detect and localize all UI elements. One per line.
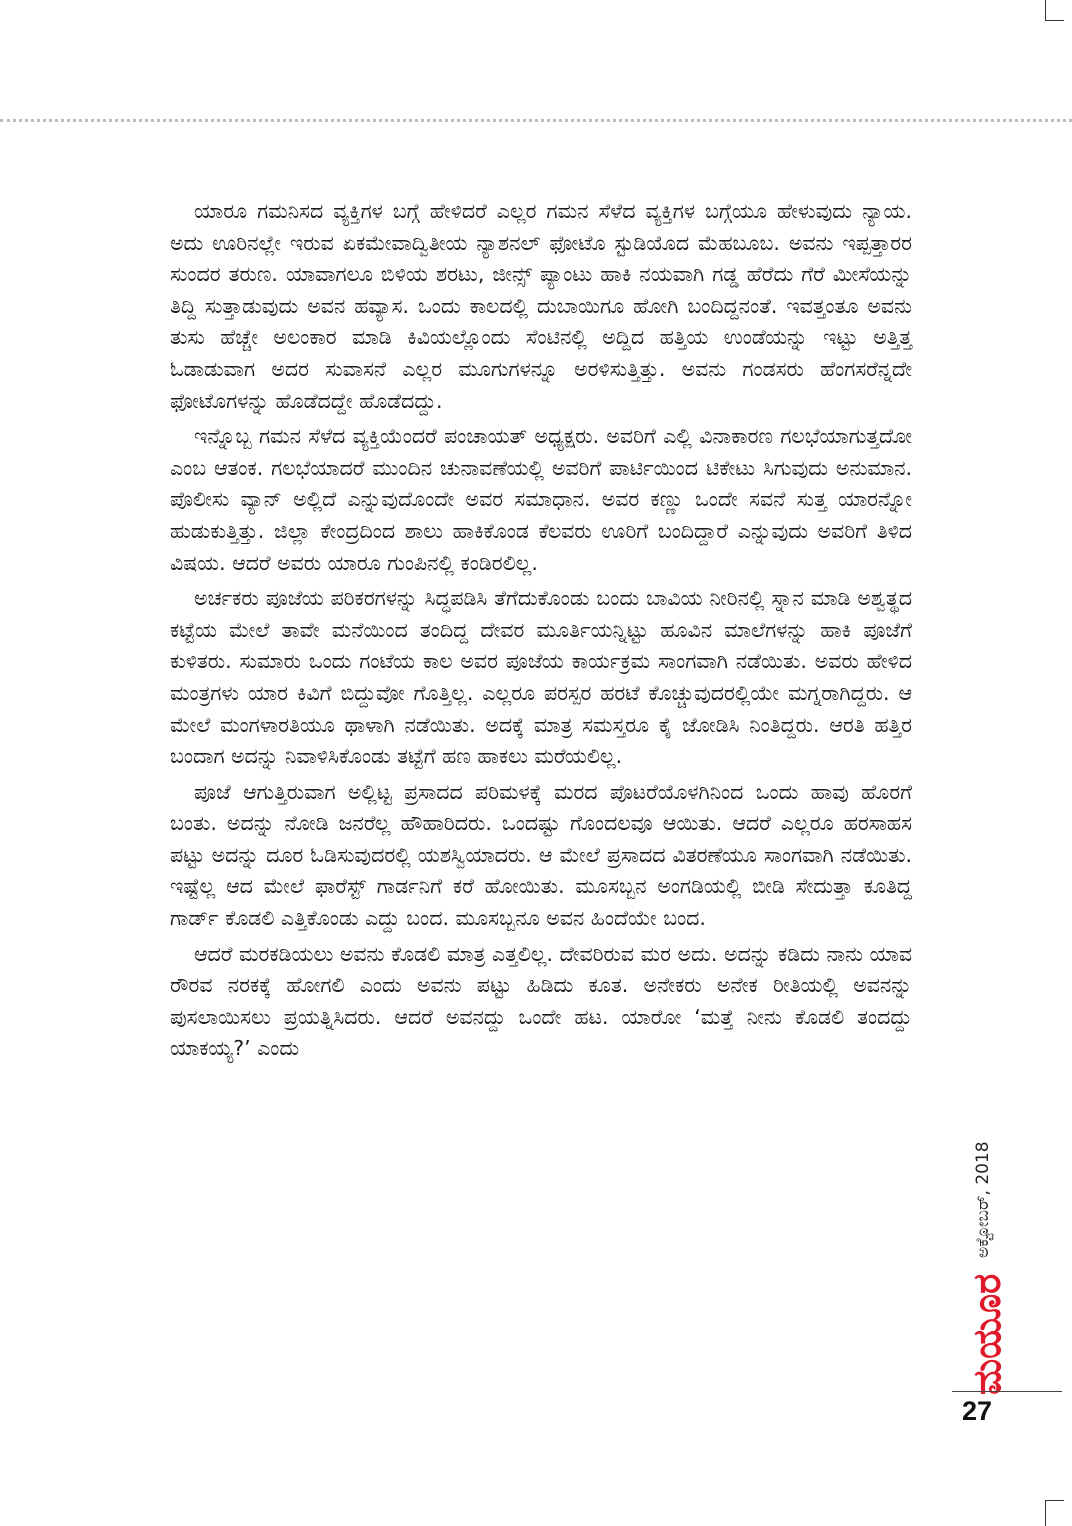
magazine-name-logo: ಮಯೂರ (965, 1273, 1009, 1395)
article-paragraph-5: ಆದರೆ ಮರಕಡಿಯಲು ಅವನು ಕೊಡಲಿ ಮಾತ್ರ ಎತ್ತಲಿಲ್ಲ. ದೇವರಿರುವ ಮರ ಅದು. ಅದನ್ನು ಕಡಿದು ನಾನು ಯಾವ ರೌರವ ನರಕಕ್ಕೆ ಹೋಗಲಿ ಎಂದು ಅವನು ಪಟ್ಟು ಹಿಡಿದು ಕೂತ. ಅನೇಕರು ಅನೇಕ ರೀತಿಯಲ್ಲಿ ಅವನನ್ನು ಪುಸಲಾಯಿಸಲು ಪ್ರಯತ್ನಿಸಿದರು. ಆದರೆ ಅವನದ್ದು ಒಂದೇ ಹಟ. ಯಾರೋ ‘ಮತ್ತೆ ನೀನು ಕೊಡಲಿ ತಂದದ್ದು ಯಾಕಯ್ಯ?’ ಎಂದು (170, 941, 912, 1061)
article-paragraph-1: ಯಾರೂ ಗಮನಿಸದ ವ್ಯಕ್ತಿಗಳ ಬಗ್ಗೆ ಹೇಳಿದರೆ ಎಲ್ಲರ ಗಮನ ಸೆಳೆದ ವ್ಯಕ್ತಿಗಳ ಬಗ್ಗೆಯೂ ಹೇಳುವುದು ನ್ಯಾಯ. ಅದು ಊರಿನಲ್ಲೇ ಇರುವ ಏಕಮೇವಾದ್ವಿತೀಯ ನ್ಯಾಶನಲ್ ಫೋಟೊ ಸ್ಟುಡಿಯೊದ ಮೆಹಬೂಬ. ಅವನು ಇಪ್ಪತ್ತಾರರ ಸುಂದರ ತರುಣ. ಯಾವಾಗಲೂ ಬಿಳಿಯ ಶರಟು, ಜೀನ್ಸ್ ಪ್ಯಾಂಟು ಹಾಕಿ ನಯವಾಗಿ ಗಡ್ಡ ಹೆರೆದು ಗೆರೆ ಮೀಸೆಯನ್ನು ತಿದ್ದಿ ಸುತ್ತಾಡುವುದು ಅವನ ಹವ್ಯಾಸ. ಒಂದು ಕಾಲದಲ್ಲಿ ದುಬಾಯಿಗೂ ಹೋಗಿ ಬಂದಿದ್ದನಂತೆ. ಇವತ್ತಂತೂ ಅವನು ತುಸು ಹೆಚ್ಚೇ ಅಲಂಕಾರ ಮಾಡಿ ಕಿವಿಯಲ್ಲೊಂದು ಸೆಂಟಿನಲ್ಲಿ ಅದ್ದಿದ ಹತ್ತಿಯ ಉಂಡೆಯನ್ನು ಇಟ್ಟು ಅತ್ತಿತ್ತ ಓಡಾಡುವಾಗ ಅದರ ಸುವಾಸನೆ ಎಲ್ಲರ ಮೂಗುಗಳನ್ನೂ ಅರಳಿಸುತ್ತಿತ್ತು. ಅವನು ಗಂಡಸರು ಹೆಂಗಸರೆನ್ನದೇ ಫೋಟೊಗಳನ್ನು ಹೊಡೆದದ್ದೇ ಹೊಡೆದದ್ದು. (170, 199, 912, 413)
page-number: 27 (962, 1396, 993, 1426)
crop-mark-top (1045, 0, 1064, 21)
article-paragraph-4: ಪೂಜೆ ಆಗುತ್ತಿರುವಾಗ ಅಲ್ಲಿಟ್ಟ ಪ್ರಸಾದದ ಪರಿಮಳಕ್ಕೆ ಮರದ ಪೊಟರೆಯೊಳಗಿನಿಂದ ಒಂದು ಹಾವು ಹೊರಗೆ ಬಂತು. ಅದನ್ನು ನೋಡಿ ಜನರೆಲ್ಲ ಹೌಹಾರಿದರು. ಒಂದಷ್ಟು ಗೊಂದಲವೂ ಆಯಿತು. ಆದರೆ ಎಲ್ಲರೂ ಹರಸಾಹಸ ಪಟ್ಟು ಅದನ್ನು ದೂರ ಓಡಿಸುವುದರಲ್ಲಿ ಯಶಸ್ವಿಯಾದರು. ಆ ಮೇಲೆ ಪ್ರಸಾದದ ವಿತರಣೆಯೂ ಸಾಂಗವಾಗಿ ನಡೆಯಿತು. ಇಷ್ಟೆಲ್ಲ ಆದ ಮೇಲೆ ಫಾರೆಸ್ಟ್ ಗಾರ್ಡನಿಗೆ ಕರೆ ಹೋಯಿತು. ಮೂಸಬ್ಬನ ಅಂಗಡಿಯಲ್ಲಿ ಬೀಡಿ ಸೇದುತ್ತಾ ಕೂತಿದ್ದ ಗಾರ್ಡ್ ಕೊಡಲಿ ಎತ್ತಿಕೊಂಡು ಎದ್ದು ಬಂದ. ಮೂಸಬ್ಬನೂ ಅವನ ಹಿಂದೆಯೇ ಬಂದ. (170, 779, 912, 931)
header-dotted-divider (0, 119, 1072, 122)
issue-date: ಅಕ್ಟೋಬರ್, 2018 (973, 1141, 993, 1258)
article-body (170, 196, 912, 1069)
article-paragraph-2: ಇನ್ನೊಬ್ಬ ಗಮನ ಸೆಳೆದ ವ್ಯಕ್ತಿಯೆಂದರೆ ಪಂಚಾಯತ್ ಅಧ್ಯಕ್ಷರು. ಅವರಿಗೆ ಎಲ್ಲಿ ವಿನಾಕಾರಣ ಗಲಭೆಯಾಗುತ್ತದೋ ಎಂಬ ಆತಂಕ. ಗಲಭೆಯಾದರೆ ಮುಂದಿನ ಚುನಾವಣೆಯಲ್ಲಿ ಅವರಿಗೆ ಪಾರ್ಟಿಯಿಂದ ಟಿಕೇಟು ಸಿಗುವುದು ಅನುಮಾನ. ಪೊಲೀಸು ವ್ಯಾನ್ ಅಲ್ಲಿದೆ ಎನ್ನುವುದೊಂದೇ ಅವರ ಸಮಾಧಾನ. ಅವರ ಕಣ್ಣು ಒಂದೇ ಸವನೆ ಸುತ್ತ ಯಾರನ್ನೋ ಹುಡುಕುತ್ತಿತ್ತು. ಜಿಲ್ಲಾ ಕೇಂದ್ರದಿಂದ ಶಾಲು ಹಾಕಿಕೊಂಡ ಕೆಲವರು ಊರಿಗೆ ಬಂದಿದ್ದಾರೆ ಎನ್ನುವುದು ಅವರಿಗೆ ತಿಳಿದ ವಿಷಯ. ಆದರೆ ಅವರು ಯಾರೂ ಗುಂಪಿನಲ್ಲಿ ಕಂಡಿರಲಿಲ್ಲ. (170, 424, 912, 575)
page-number-rule (952, 1391, 1062, 1392)
article-paragraph-3: ಅರ್ಚಕರು ಪೂಜೆಯ ಪರಿಕರಗಳನ್ನು ಸಿದ್ಧಪಡಿಸಿ ತೆಗೆದುಕೊಂಡು ಬಂದು ಬಾವಿಯ ನೀರಿನಲ್ಲಿ ಸ್ನಾನ ಮಾಡಿ ಅಶ್ವತ್ಥದ ಕಟ್ಟೆಯ ಮೇಲೆ ತಾವೇ ಮನೆಯಿಂದ ತಂದಿದ್ದ ದೇವರ ಮೂರ್ತಿಯನ್ನಿಟ್ಟು ಹೂವಿನ ಮಾಲೆಗಳನ್ನು ಹಾಕಿ ಪೂಜೆಗೆ ಕುಳಿತರು. ಸುಮಾರು ಒಂದು ಗಂಟೆಯ ಕಾಲ ಅವರ ಪೂಜೆಯ ಕಾರ್ಯಕ್ರಮ ಸಾಂಗವಾಗಿ ನಡೆಯಿತು. ಅವರು ಹೇಳಿದ ಮಂತ್ರಗಳು ಯಾರ ಕಿವಿಗೆ ಬಿದ್ದುವೋ ಗೊತ್ತಿಲ್ಲ. ಎಲ್ಲರೂ ಪರಸ್ಪರ ಹರಟೆ ಕೊಚ್ಚುವುದರಲ್ಲಿಯೇ ಮಗ್ನರಾಗಿದ್ದರು. ಆ ಮೇಲೆ ಮಂಗಳಾರತಿಯೂ ಥಾಳಾಗಿ ನಡೆಯಿತು. ಅದಕ್ಕೆ ಮಾತ್ರ ಸಮಸ್ತರೂ ಕೈ ಜೋಡಿಸಿ ನಿಂತಿದ್ದರು. ಆರತಿ ಹತ್ತಿರ ಬಂದಾಗ ಅದನ್ನು ನಿವಾಳಿಸಿಕೊಂಡು ತಟ್ಟೆಗೆ ಹಣ ಹಾಕಲು ಮರೆಯಲಿಲ್ಲ. (170, 586, 912, 769)
crop-mark-bottom (1045, 1500, 1064, 1526)
